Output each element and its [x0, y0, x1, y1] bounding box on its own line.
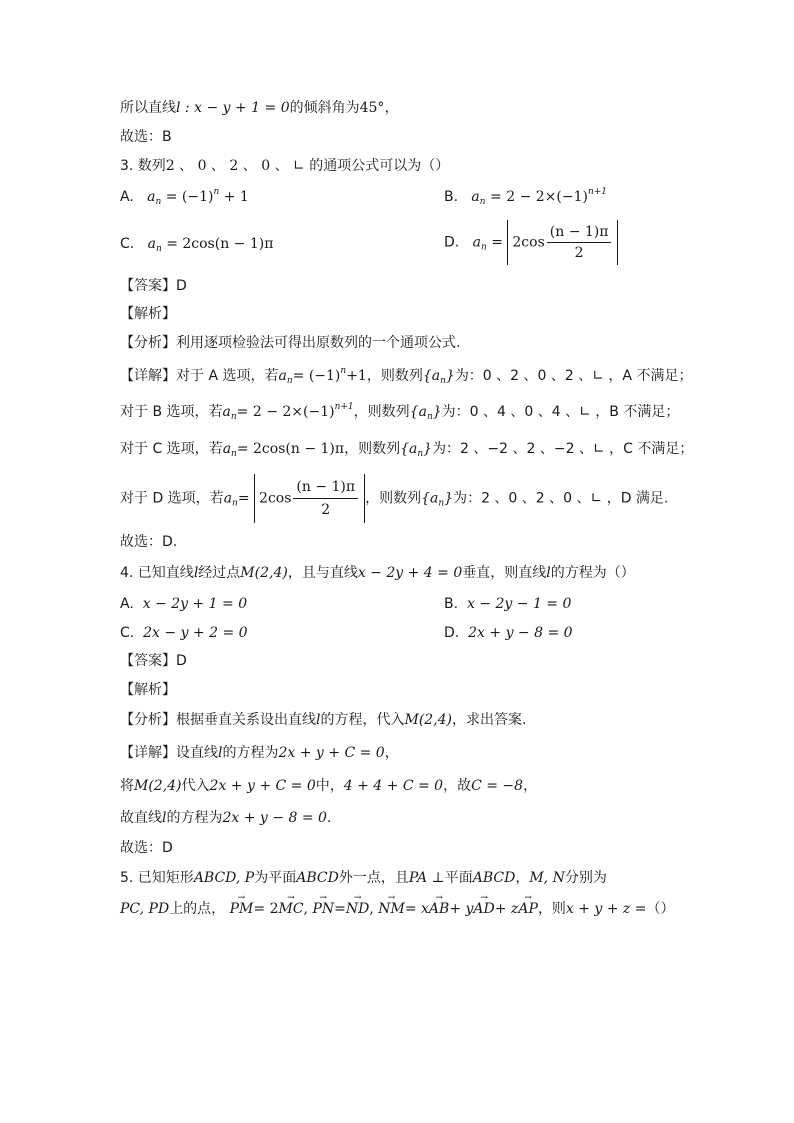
math: = 2 − 2×(−1): [236, 404, 335, 420]
vector: → MC: [279, 899, 304, 919]
vector: → AP: [518, 899, 538, 919]
math-sub: n: [480, 242, 487, 253]
text: 【详解】设直线: [120, 745, 218, 761]
math: {a: [400, 441, 418, 457]
math: 4 + 4 + C = 0: [343, 778, 444, 794]
option-label: A.: [120, 189, 134, 205]
math: 2x + y − 8 = 0: [468, 625, 573, 641]
math: =: [334, 901, 346, 917]
fraction: [293, 476, 358, 521]
text: ，: [384, 100, 399, 116]
line-inclination-conclusion: [120, 98, 398, 118]
text: 【分析】根据垂直关系设出直线: [120, 712, 316, 728]
math-line-equation: l : x − y + 1 = 0: [176, 100, 290, 116]
math: l: [218, 745, 223, 761]
math: ,: [369, 901, 374, 917]
text: ，求出答案.: [452, 712, 527, 728]
math: ABCD: [472, 870, 516, 886]
text: 中，: [315, 778, 344, 794]
text: 为：2 、0 、2 、0 、∟ ，D 满足.: [453, 490, 669, 507]
math-sub: n: [286, 376, 293, 386]
vector: → AB: [429, 899, 449, 919]
math-sub: n: [479, 197, 486, 207]
math: l: [546, 565, 551, 581]
text: 的方程为: [222, 745, 279, 761]
detail-line-b: [120, 776, 537, 796]
q4-stem: [120, 563, 635, 583]
fraction: [547, 222, 612, 263]
abs-value: [254, 474, 365, 523]
math: }: [423, 441, 433, 457]
vector: → PN: [312, 899, 334, 919]
q4-option-c[interactable]: [120, 623, 248, 643]
math: a: [471, 189, 480, 205]
text: 代入: [181, 778, 210, 794]
option-label: D.: [444, 625, 460, 641]
text: 【解析】: [120, 682, 176, 698]
text: 的通项公式可以为（）: [304, 158, 450, 174]
text: 垂直，则直线: [462, 565, 547, 581]
math: }: [444, 490, 454, 507]
text: .: [326, 810, 332, 826]
text: 上的点，: [169, 901, 226, 917]
math: =: [237, 490, 250, 507]
math: +1: [346, 368, 367, 384]
option-label: B.: [444, 596, 459, 612]
q3-option-a[interactable]: [120, 187, 249, 207]
text: 平面: [444, 870, 473, 886]
text: 【分析】利用逐项检验法可得出原数列的一个通项公式.: [120, 335, 461, 351]
text: 【详解】对于 A 选项，若: [120, 368, 279, 384]
text: ，则数列: [366, 368, 423, 384]
math-sub: n: [438, 498, 445, 509]
math-sup: n: [213, 187, 220, 197]
text: ，则: [537, 901, 566, 917]
q4-option-b[interactable]: [444, 594, 571, 614]
math: l: [316, 712, 321, 728]
math: = 2cos(n − 1)π: [166, 236, 274, 252]
text: 【答案】D: [120, 278, 187, 294]
math-sub: n: [426, 412, 433, 422]
numerator: (n − 1)π: [293, 476, 358, 499]
analysis-summary: [120, 333, 460, 353]
detail-line-a: [120, 743, 399, 763]
text: ，: [384, 745, 399, 761]
math: = x: [404, 901, 429, 917]
option-label: A.: [120, 596, 134, 612]
choice-line: [120, 838, 173, 858]
text: 故选：B: [120, 129, 172, 145]
detail-line-d: [120, 474, 668, 523]
math: {a: [409, 404, 427, 420]
text: ，则数列: [353, 404, 410, 420]
math: a: [472, 234, 481, 251]
math: a: [278, 368, 287, 384]
text: 5. 已知矩形: [120, 870, 194, 886]
math-point: M(2,4): [134, 778, 182, 794]
text: 故选：D: [120, 840, 173, 856]
math: a: [147, 236, 156, 252]
text: 对于 C 选项，若: [120, 441, 223, 457]
math: = 2: [253, 901, 279, 917]
text: ，: [515, 870, 530, 886]
math: + 1: [223, 189, 249, 205]
math: a: [223, 490, 233, 507]
math: 2cos: [259, 490, 292, 507]
q5-stem-line1: [120, 868, 607, 888]
math-sup: n+1: [587, 187, 608, 197]
answer-label: [120, 276, 187, 296]
detail-line-c: [120, 439, 693, 459]
math: }: [432, 404, 442, 420]
option-label: D.: [444, 234, 460, 251]
text: 【解析】: [120, 306, 176, 322]
detail-line-c: [120, 808, 331, 828]
text: ，且与直线: [287, 565, 358, 581]
text: 对于 D 选项，若: [120, 490, 224, 507]
text: 的方程为: [166, 810, 223, 826]
analysis-label: [120, 680, 176, 700]
math-point: M(2,4): [404, 712, 453, 728]
math: {a: [421, 490, 439, 507]
q4-option-a[interactable]: [120, 594, 247, 614]
text: 为：0 、2 、0 、2 、∟ ，A 不满足；: [454, 368, 693, 384]
math: 2x − y + 2 = 0: [143, 625, 248, 641]
math-sub: n: [440, 376, 446, 386]
math: x − 2y + 1 = 0: [142, 596, 248, 612]
math: + y: [449, 901, 474, 917]
detail-line-b: [120, 402, 679, 422]
math: ,: [303, 901, 308, 917]
math: l: [162, 810, 167, 826]
math: = 2cos(n − 1)π: [236, 441, 345, 457]
math: = (−1): [292, 368, 341, 384]
analysis-summary: [120, 710, 526, 730]
choice-line: [120, 532, 177, 552]
text: 为：0 、4 、0 、4 、∟ ，B 不满足；: [441, 404, 680, 420]
text: 外一点，且: [338, 870, 409, 886]
vector: → AD: [473, 899, 494, 919]
text: 4. 已知直线: [120, 565, 194, 581]
denominator: 2: [574, 245, 584, 261]
math: 2cos: [512, 234, 545, 251]
math-sub: n: [231, 449, 237, 459]
math: = 2 − 2×(−1): [490, 189, 588, 205]
denominator: 2: [321, 502, 331, 518]
text: 将: [120, 778, 134, 794]
math: 2x + y + C = 0: [278, 745, 385, 761]
math-angle: 45°: [359, 100, 385, 116]
text: ，则数列: [365, 490, 422, 507]
analysis-label: [120, 304, 176, 324]
math: M, N: [529, 870, 565, 886]
option-label: C.: [120, 236, 135, 252]
math-sup: n+1: [334, 402, 354, 412]
text: 分别为: [564, 870, 607, 886]
detail-line-a: [120, 366, 692, 386]
math: }: [445, 368, 455, 384]
numerator: (n − 1)π: [547, 222, 612, 243]
q5-stem-line2: [120, 899, 674, 919]
math: 2x + y + C = 0: [209, 778, 316, 794]
math: x + y + z =: [565, 901, 647, 917]
math-sub: n: [155, 197, 162, 207]
text: ，则数列: [344, 441, 401, 457]
text: 【答案】D: [120, 653, 187, 669]
text: 为：2 、−2 、2 、−2 、∟ ，C 不满足；: [432, 441, 694, 457]
text: 的方程，代入: [320, 712, 405, 728]
math: ABCD: [296, 870, 339, 886]
text: ，: [523, 778, 538, 794]
math-sub: n: [155, 244, 162, 254]
vector: → PM: [230, 899, 254, 919]
math: a: [147, 189, 156, 205]
math: 2x + y − 8 = 0: [222, 810, 327, 826]
text: ，故: [443, 778, 472, 794]
math: ABCD, P: [193, 870, 255, 886]
text: 为平面: [254, 870, 297, 886]
q3-option-c[interactable]: [120, 234, 273, 254]
option-label: C.: [120, 625, 135, 641]
math: l: [193, 565, 199, 581]
math: PA ⊥: [408, 870, 445, 886]
text: 故直线: [120, 810, 162, 826]
text: 的方程为（）: [550, 565, 635, 581]
q4-option-d[interactable]: [444, 623, 573, 643]
math: {a: [422, 368, 441, 384]
math: =: [491, 234, 503, 251]
math: x − 2y − 1 = 0: [466, 596, 572, 612]
choice-line: [120, 127, 172, 147]
text: 对于 B 选项，若: [120, 404, 223, 420]
vector: → NM: [378, 899, 405, 919]
option-label: B.: [444, 189, 459, 205]
math: a: [222, 404, 231, 420]
math-point: M(2,4): [240, 565, 288, 581]
math: PC, PD: [120, 901, 170, 917]
q3-stem: [120, 156, 449, 176]
text: 故选：D.: [120, 534, 178, 550]
math-sub: n: [417, 449, 424, 459]
math: a: [222, 441, 232, 457]
math: = (−1): [165, 189, 214, 205]
math-sub: n: [232, 498, 238, 509]
text: 经过点: [198, 565, 241, 581]
q3-option-b[interactable]: [444, 187, 607, 207]
math: C = −8: [471, 778, 524, 794]
text: （）: [646, 901, 675, 917]
text: 3. 数列: [120, 158, 166, 174]
math-sup: n: [340, 366, 347, 376]
math-line-equation: x − 2y + 4 = 0: [357, 565, 463, 581]
math-sub: n: [230, 412, 237, 422]
q3-option-d[interactable]: [444, 220, 618, 265]
abs-value: [507, 220, 618, 265]
answer-label: [120, 651, 187, 671]
text: 所以直线: [120, 100, 176, 116]
math-sequence: 2 、 0 、 2 、 0 、 ∟: [165, 158, 305, 174]
text: 的倾斜角为: [289, 100, 360, 116]
vector: → ND: [346, 899, 369, 919]
math: + z: [494, 901, 519, 917]
